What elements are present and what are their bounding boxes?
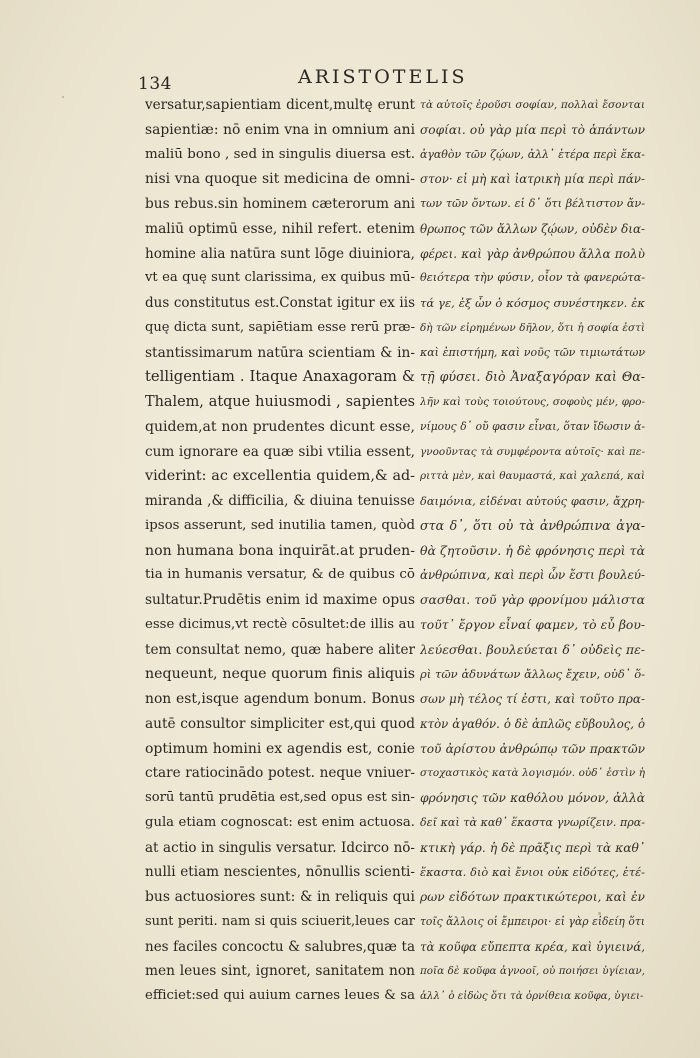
latin-column [145,93,415,1009]
latin-text-line: optimum homini ex agendis est, conie [145,740,415,757]
greek-text-line: τοῖς ἄλλοις οἱ ἔμπειροι· εἰ γὰρ εἰδείη ὅτι [420,914,645,928]
greek-text-line: σασθαι. τοῦ γὰρ φρονίμου μάλιστα [420,592,645,607]
latin-text-line: dus constitutus est.Constat igitur ex iis [145,295,415,311]
greek-text-line: ἀγαθὸν τῶν ζῴων, ἀλλ᾽ ἑτέρα περὶ ἕκα- [420,147,645,161]
greek-text-line: δαιμόνια, εἰδέναι αὐτούς φασιν, ἄχρη- [420,494,645,508]
greek-text-line: τοῦ ἀρίστου ἀνθρώπῳ τῶν πρακτῶν [420,741,645,756]
latin-text-line: gula etiam cognoscat: est enim actuosa. [145,814,415,830]
latin-text-line: quidem,at non prudentes dicunt esse, [145,418,415,435]
greek-text-line: λῆν καὶ τοὺς τοιούτους, σοφοὺς μέν, φρο- [420,396,645,408]
paper-speck [62,96,64,98]
latin-text-line: non humana bona inquirāt.at pruden- [145,542,415,559]
greek-text-line: θειότερα τὴν φύσιν, οἷον τὰ φανερώτα- [420,271,645,285]
greek-text-line: φέρει. καὶ γὰρ ἀνθρώπου ἄλλα πολὺ [420,246,645,261]
latin-text-line: sunt periti. nam si quis sciuerit,leues car [145,913,415,929]
greek-text-line: γνοοῦντας τὰ συμφέροντα αὑτοῖς· καὶ πε- [420,445,645,458]
latin-text-line: esse dicimus,vt rectè cōsultet:de illis au [145,616,415,632]
greek-text-line: κτικὴ γάρ. ἡ δὲ πρᾶξις περὶ τὰ καθ᾽ [420,840,645,855]
greek-text-line: τὰ αὐτοῖς ἐροῦσι σοφίαν, πολλαὶ ἔσονται [420,99,645,111]
greek-text-line: θὰ ζητοῦσιν. ἡ δὲ φρόνησις περὶ τὰ [420,542,645,558]
greek-text-line: τοῦτ᾽ ἔργον εἶναί φαμεν, τὸ εὖ βου- [420,617,645,632]
latin-text-line: viderint: ac excellentia quidem,& ad- [145,468,415,485]
greek-text-line: στα δ᾽, ὅτι οὐ τὰ ἀνθρώπινα ἀγα- [420,517,645,533]
latin-text-line: quę dicta sunt, sapiētiam esse rerū præ- [145,319,415,335]
greek-text-line: ρων εἰδότων πρακτικώτεροι, καὶ ἐν [420,890,645,904]
latin-text-line: versatur,sapientiam dicent,multę erunt [145,97,415,113]
latin-text-line: tia in humanis versatur, & de quibus cō [145,567,415,583]
greek-text-line: δὴ τῶν εἰρημένων δῆλον, ὅτι ἡ σοφία ἐστὶ [420,321,645,334]
latin-text-line: bus actuosiores sunt: & in reliquis qui [145,889,415,905]
latin-text-line: sorū tantū prudētia est,sed opus est sin- [145,790,415,805]
latin-text-line: nequeunt, neque quorum finis aliquis [145,666,415,683]
greek-text-line: στοχαστικὸς κατὰ λογισμόν. οὐδ᾽ ἐστὶν ἡ [420,767,645,780]
greek-text-line: καὶ ἐπιστήμη, καὶ νοῦς τῶν τιμιωτάτων [420,345,645,359]
greek-text-line: ἀνθρώπινα, καὶ περὶ ὧν ἔστι βουλεύ- [420,568,645,583]
greek-text-line: κτὸν ἀγαθόν. ὁ δὲ ἁπλῶς εὔβουλος, ὁ [420,716,645,731]
running-head: ARISTOTELIS [298,66,468,88]
greek-text-line: στον· εἰ μὴ καὶ ἰατρικὴ μία περὶ πάν- [420,172,645,187]
greek-text-line: νίμους δ᾽ οὔ φασιν εἶναι, ὅταν ἴδωσιν ἀ- [420,419,645,433]
greek-text-line: ἀλλ᾽ ὁ εἰδὼς ὅτι τὰ ὀρνίθεια κοῦφα, ὑγιει- [420,990,644,1002]
latin-text-line: Thalem, atque huiusmodi , sapientes [145,394,415,410]
greek-text-line: ρὶ τῶν ἀδυνάτων ἄλλως ἔχειν, οὐδ᾽ ὅ- [420,667,645,682]
greek-text-line: θρωπος τῶν ἄλλων ζῴων, οὐδὲν δια- [420,221,645,236]
paper-speck [598,912,601,915]
latin-text-line: homine alia natūra sunt lōge diuiniora, [145,245,415,262]
latin-text-line: nisi vna quoque sit medicina de omni- [145,171,415,188]
greek-text-line: ποῖα δὲ κοῦφα ἀγνοοῖ, οὐ ποιήσει ὑγίειαν, [420,965,645,978]
latin-text-line: sapientiæ: nō enim vna in omnium ani [145,121,415,138]
latin-text-line: nes faciles concoctu & salubres,quæ ta [145,938,415,955]
latin-text-line: autē consultor simpliciter est,qui quod [145,715,415,732]
greek-text-line: τά γε, ἐξ ὧν ὁ κόσμος συνέστηκεν. ἐκ [420,296,645,310]
latin-text-line: tem consultat nemo, quæ habere aliter [145,641,415,658]
latin-text-line: nulli etiam nescientes, nōnullis scienti- [145,864,415,881]
latin-text-line: sultatur.Prudētis enim id maxime opus [145,592,415,608]
greek-text-line: των τῶν ὄντων. εἰ δ᾽ ὅτι βέλτιστον ἄν- [420,197,645,210]
latin-text-line: maliū optimū esse, nihil refert. etenim [145,220,415,237]
latin-text-line: men leues sint, ignoret, sanitatem non [145,963,415,980]
latin-text-line: bus rebus.sin hominem cæterorum ani [145,196,415,212]
latin-text-line: vt ea quę sunt clarissima, ex quibus mū- [145,270,415,286]
latin-text-line: telligentiam . Itaque Anaxagoram & [145,368,415,386]
latin-text-line: ipsos asserunt, sed inutilia tamen, quòd [145,517,415,533]
greek-text-line: τὰ κοῦφα εὔπεπτα κρέα, καὶ ὑγιεινά, [420,939,645,954]
greek-text-line: σοφίαι. οὐ γὰρ μία περὶ τὸ ἁπάντων [420,122,645,137]
greek-text-line: δεῖ καὶ τὰ καθ᾽ ἕκαστα γνωρίζειν. πρα- [420,815,645,829]
latin-text-line: maliū bono , sed in singulis diuersa est. [145,146,415,162]
greek-text-line: ἕκαστα. διὸ καὶ ἔνιοι οὐκ εἰδότες, ἑτέ- [420,865,645,880]
latin-text-line: ctare ratiocinādo potest. neque vniuer- [145,765,415,782]
latin-text-line: at actio in singulis versatur. Idcirco nō- [145,839,415,856]
latin-text-line: efficiet:sed qui auium carnes leues & sa [145,988,415,1003]
latin-text-line: miranda ,& difficilia, & diuina tenuisse [145,493,415,509]
latin-text-line: stantissimarum natūra scientiam & in- [145,344,415,361]
greek-text-line: σων μὴ τέλος τί ἐστι, καὶ τοῦτο πρα- [420,692,645,706]
greek-column [420,93,645,1009]
greek-text-line: λεύεσθαι. βουλεύεται δ᾽ οὐδεὶς πε- [420,641,645,657]
greek-text-line: τῇ φύσει. διὸ Ἀναξαγόραν καὶ Θα- [420,369,645,385]
greek-text-line: ριττὰ μὲν, καὶ θαυμαστά, καὶ χαλεπά, καὶ [420,470,645,483]
latin-text-line: non est,isque agendum bonum. Bonus [145,691,415,707]
latin-text-line: cum ignorare ea quæ sibi vtilia essent, [145,443,415,460]
greek-text-line: φρόνησις τῶν καθόλου μόνον, ἀλλὰ [420,791,645,805]
page-number: 134 [138,74,172,94]
